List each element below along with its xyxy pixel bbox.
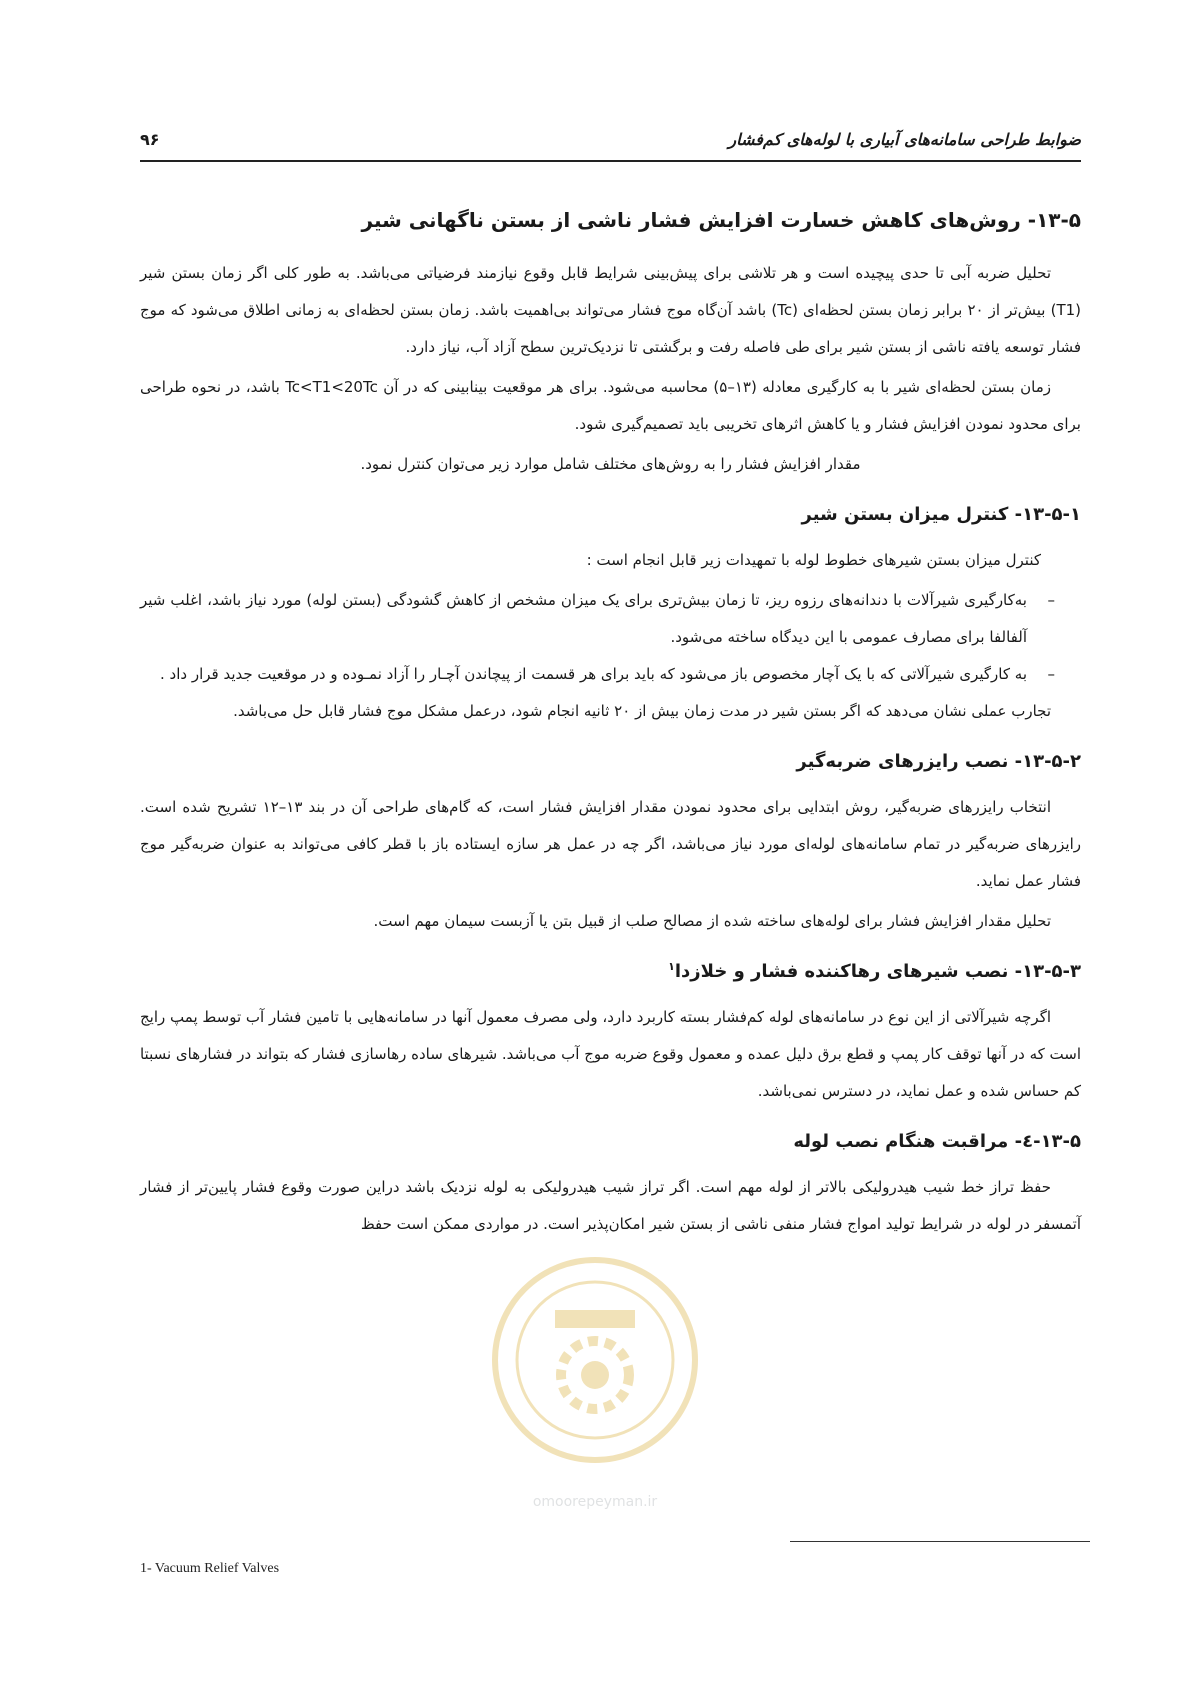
watermark-text: omoorepeyman.ir	[532, 1494, 658, 1510]
list-item	[140, 582, 1055, 656]
bullet-dash: –	[1047, 665, 1055, 683]
subsection-2-paragraph-2: تحلیل مقدار افزایش فشار برای لوله‌های ساخته شده از مصالح صلب از قبیل بتن یا آزبست سیمان مهم است.	[373, 912, 1051, 930]
subsection-3-paragraph-1: اگرچه شیرآلاتی از این نوع در سامانه‌های لوله کم‌فشار بسته کاربرد دارد، ولی مصرف معمول آنها در سامانه‌هایی با تامین فشار آب توسط پمپ رایج است که در آنها توقف کار پمپ و قطع برق دلیل عمده و معمول وقوع ضربه موج آب می‌باشد. شیرهای ساده رهاسازی فشار که بتواند در فشارهای نسبتا کم حساس شده و عمل نماید، در دسترس نمی‌باشد.	[139, 1008, 1081, 1100]
bullet-text: به کارگیری شیرآلاتی که با یک آچار مخصوص باز می‌شود که باید برای هر قسمت از پیچاندن آچـار را آزاد نمـوده و در موقعیت جدید قرار داد .	[160, 665, 1027, 683]
footnote: 1- Vacuum Relief Valves	[140, 1561, 280, 1576]
subsection-4-title: ۱۳-۵-٤- مراقبت هنگام نصب لوله	[793, 1131, 1081, 1152]
subsection-2-title: ۱۳-۵-۲- نصب رایزرهای ضربه‌گیر	[796, 751, 1081, 772]
subsection-1-title: ۱۳-۵-۱- کنترل میزان بستن شیر	[801, 504, 1081, 525]
bullet-list	[140, 582, 1081, 693]
bullet-dash: –	[1047, 591, 1055, 609]
subsection-4-paragraph-1: حفظ تراز خط شیب هیدرولیکی بالاتر از لوله مهم است. اگر تراز شیب هیدرولیکی به لوله نزدیک باشد دراین صورت وقوع فشار پایین‌تر از فشار آتمسفر در لوله در شرایط تولید امواج فشار منفی ناشی از بستن شیر امکان‌پذیر است. در مواردی ممکن است حفظ	[140, 1178, 1081, 1233]
header-title: ضوابط طراحی سامانه‌های آبیاری با لوله‌های کم‌فشار	[728, 130, 1081, 149]
footnote-divider	[790, 1541, 1090, 1542]
subsection-1-closing: تجارب عملی نشان می‌دهد که اگر بستن شیر در مدت زمان بیش از ۲۰ ثانیه انجام شود، درعمل مشکل موج فشار قابل حل می‌باشد.	[233, 702, 1051, 720]
subsection-3-title	[140, 958, 1081, 985]
subsection-3-title-text: ۱۳-۵-۳- نصب شیرهای رهاکننده فشار و خلازدا	[674, 961, 1081, 982]
main-content	[140, 205, 1081, 1246]
section-title: ۱۳-۵- روش‌های کاهش خسارت افزایش فشار ناشی از بستن ناگهانی شیر	[361, 208, 1081, 232]
watermark-logo-icon	[485, 1250, 705, 1480]
page-number: ۹۶	[140, 130, 160, 149]
watermark	[485, 1250, 705, 1510]
section-paragraph-1: تحلیل ضربه آبی تا حدی پیچیده است و هر تلاشی برای پیش‌بینی شرایط قابل وقوع نیازمند فرضیاتی می‌باشد. به طور کلی اگر زمان بستن شیر (T1) بیش‌تر از ۲۰ برابر زمان بستن لحظه‌ای (Tc) باشد آن‌گاه موج فشار می‌تواند بی‌اهمیت باشد. زمان بستن لحظه‌ای به زمانی اطلاق می‌شود که موج فشار توسعه یافته ناشی از بستن شیر برای طی فاصله رفت و برگشتی تا نزدیک‌ترین سطح آزاد آب، نیاز دارد.	[140, 264, 1082, 356]
running-header	[140, 126, 1081, 162]
subsection-2-paragraph-1: انتخاب رایزرهای ضربه‌گیر، روش ابتدایی برای محدود نمودن مقدار افزایش فشار است، که گام‌های طراحی آن در بند ۱۳–۱۲ تشریح شده است. رایزرهای ضربه‌گیر در تمام سامانه‌های لوله‌ای مورد نیاز می‌باشد، اگر چه در عمل هر سازه ایستاده باز با قطر کافی می‌تواند به عنوان ضربه‌گیر موج فشار عمل نماید.	[140, 798, 1081, 890]
bullet-text: به‌کارگیری شیرآلات با دندانه‌های رزوه ریز، تا زمان بیش‌تری برای یک میزان مشخص از کاهش گشودگی (بستن لوله) مورد نیاز باشد، اغلب شیر آلفالفا برای مصارف عمومی با این دیدگاه ساخته می‌شود.	[140, 591, 1027, 646]
list-item	[140, 656, 1055, 693]
section-paragraph-2: زمان بستن لحظه‌ای شیر با به کارگیری معادله (۱۳–۵) محاسبه می‌شود. برای هر موقعیت بینابینی که در آن Tc<T1<20Tc باشد، در نحوه طراحی برای محدود نمودن افزایش فشار و یا کاهش اثرهای تخریبی باید تصمیم‌گیری شود.	[140, 378, 1081, 433]
section-paragraph-3: مقدار افزایش فشار را به روش‌های مختلف شامل موارد زیر می‌توان کنترل نمود.	[360, 455, 861, 473]
subsection-1-intro: کنترل میزان بستن شیرهای خطوط لوله با تمهیدات زیر قابل انجام است :	[586, 551, 1041, 569]
footnote-marker: ۱	[668, 960, 675, 973]
